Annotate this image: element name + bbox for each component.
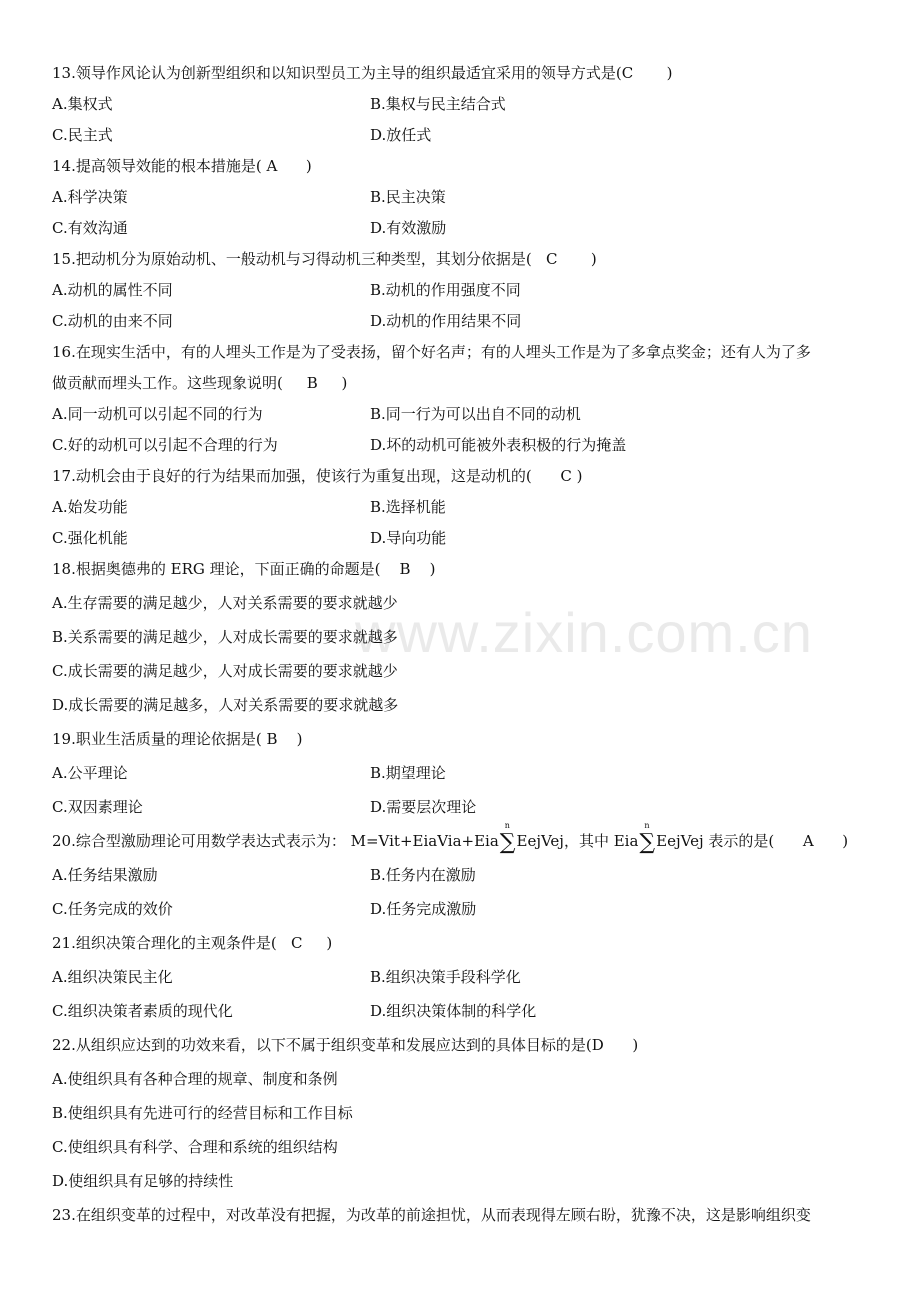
question-19-stem: 19.职业生活质量的理论依据是( B ) [52, 730, 303, 748]
watermark: www.zixin.com.cn [355, 601, 813, 664]
question-20-stem-part3: EejVej 表示的是( A ) [656, 832, 849, 850]
question-19-option-c: C.双因素理论 [52, 798, 143, 816]
question-13-option-a: A.集权式 [52, 95, 113, 113]
question-16-option-d: D.坏的动机可能被外表积极的行为掩盖 [370, 436, 627, 454]
question-22-option-c: C.使组织具有科学、合理和系统的组织结构 [52, 1138, 338, 1156]
question-21-option-d: D.组织决策体制的科学化 [370, 1002, 537, 1020]
summation-upper-limit: n [504, 821, 510, 830]
question-17-option-d: D.导向功能 [370, 529, 447, 547]
question-19-option-b: B.期望理论 [370, 764, 446, 782]
question-21-option-c: C.组织决策者素质的现代化 [52, 1002, 233, 1020]
question-16-option-a: A.同一动机可以引起不同的行为 [52, 405, 263, 423]
question-21-option-b: B.组织决策手段科学化 [370, 968, 521, 986]
question-17-option-a: A.始发功能 [52, 498, 128, 516]
question-14-option-a: A.科学决策 [52, 188, 128, 206]
question-16-stem-line2: 做贡献而埋头工作。这些现象说明( B ) [52, 374, 348, 392]
question-19-option-d: D.需要层次理论 [370, 798, 477, 816]
question-22-option-a: A.使组织具有各种合理的规章、制度和条例 [52, 1070, 338, 1088]
question-14-stem: 14.提高领导效能的根本措施是( A ) [52, 157, 312, 175]
question-20-option-b: B.任务内在激励 [370, 866, 476, 884]
question-19-option-a: A.公平理论 [52, 764, 128, 782]
question-13-option-b: B.集权与民主结合式 [370, 95, 506, 113]
question-23-stem: 23.在组织变革的过程中，对改革没有把握，为改革的前途担忧，从而表现得左顾右盼，犹豫不决，这是影响组织变 [52, 1206, 811, 1224]
question-22-stem: 22.从组织应达到的功效来看，以下不属于组织变革和发展应达到的具体目标的是(D ) [52, 1036, 639, 1054]
question-15-option-d: D.动机的作用结果不同 [370, 312, 522, 330]
summation-upper-limit-2: n [644, 821, 650, 830]
question-15-option-c: C.动机的由来不同 [52, 312, 173, 330]
question-21-option-a: A.组织决策民主化 [52, 968, 173, 986]
question-13-option-c: C.民主式 [52, 126, 113, 144]
question-13-stem: 13.领导作风论认为创新型组织和以知识型员工为主导的组织最适宜采用的领导方式是(C ) [52, 64, 673, 82]
question-22-option-b: B.使组织具有先进可行的经营目标和工作目标 [52, 1104, 353, 1122]
question-15-stem: 15.把动机分为原始动机、一般动机与习得动机三种类型，其划分依据是( C ) [52, 250, 597, 268]
question-15-option-b: B.动机的作用强度不同 [370, 281, 521, 299]
question-20-option-d: D.任务完成激励 [370, 900, 477, 918]
question-20-stem [52, 821, 849, 855]
question-17-option-b: B.选择机能 [370, 498, 446, 516]
question-13-option-d: D.放任式 [370, 126, 432, 144]
question-15-option-a: A.动机的属性不同 [52, 281, 173, 299]
question-14-option-d: D.有效激励 [370, 219, 447, 237]
question-21-stem: 21.组织决策合理化的主观条件是( C ) [52, 934, 333, 952]
question-20-stem-part1: 20.综合型激励理论可用数学表达式表示为： M=Vit+EiaVia+Eia [52, 832, 499, 850]
question-16-option-b: B.同一行为可以出自不同的动机 [370, 405, 581, 423]
question-22-option-d: D.使组织具有足够的持续性 [52, 1172, 234, 1190]
question-18-option-a: A.生存需要的满足越少，人对关系需要的要求就越少 [52, 594, 398, 612]
question-16-option-c: C.好的动机可以引起不合理的行为 [52, 436, 278, 454]
question-18-option-b: B.关系需要的满足越少，人对成长需要的要求就越多 [52, 628, 398, 646]
question-16-stem-line1: 16.在现实生活中，有的人埋头工作是为了受表扬，留个好名声；有的人埋头工作是为了多拿点奖金；还有人为了多 [52, 343, 811, 361]
question-20-option-a: A.任务结果激励 [52, 866, 158, 884]
question-17-option-c: C.强化机能 [52, 529, 128, 547]
question-17-stem: 17.动机会由于良好的行为结果而加强，使该行为重复出现，这是动机的( C ) [52, 467, 583, 485]
question-20-option-c: C.任务完成的效价 [52, 900, 173, 918]
question-20-stem-part2: EejVej，其中 Eia [516, 832, 639, 850]
summation-symbol-2: n ∑ [639, 821, 656, 855]
question-14-option-b: B.民主决策 [370, 188, 446, 206]
question-18-stem: 18.根据奥德弗的 ERG 理论，下面正确的命题是( B ) [52, 560, 436, 578]
summation-symbol: n ∑ [499, 821, 516, 855]
question-18-option-c: C.成长需要的满足越少，人对成长需要的要求就越少 [52, 662, 398, 680]
question-14-option-c: C.有效沟通 [52, 219, 128, 237]
question-18-option-d: D.成长需要的满足越多，人对关系需要的要求就越多 [52, 696, 399, 714]
